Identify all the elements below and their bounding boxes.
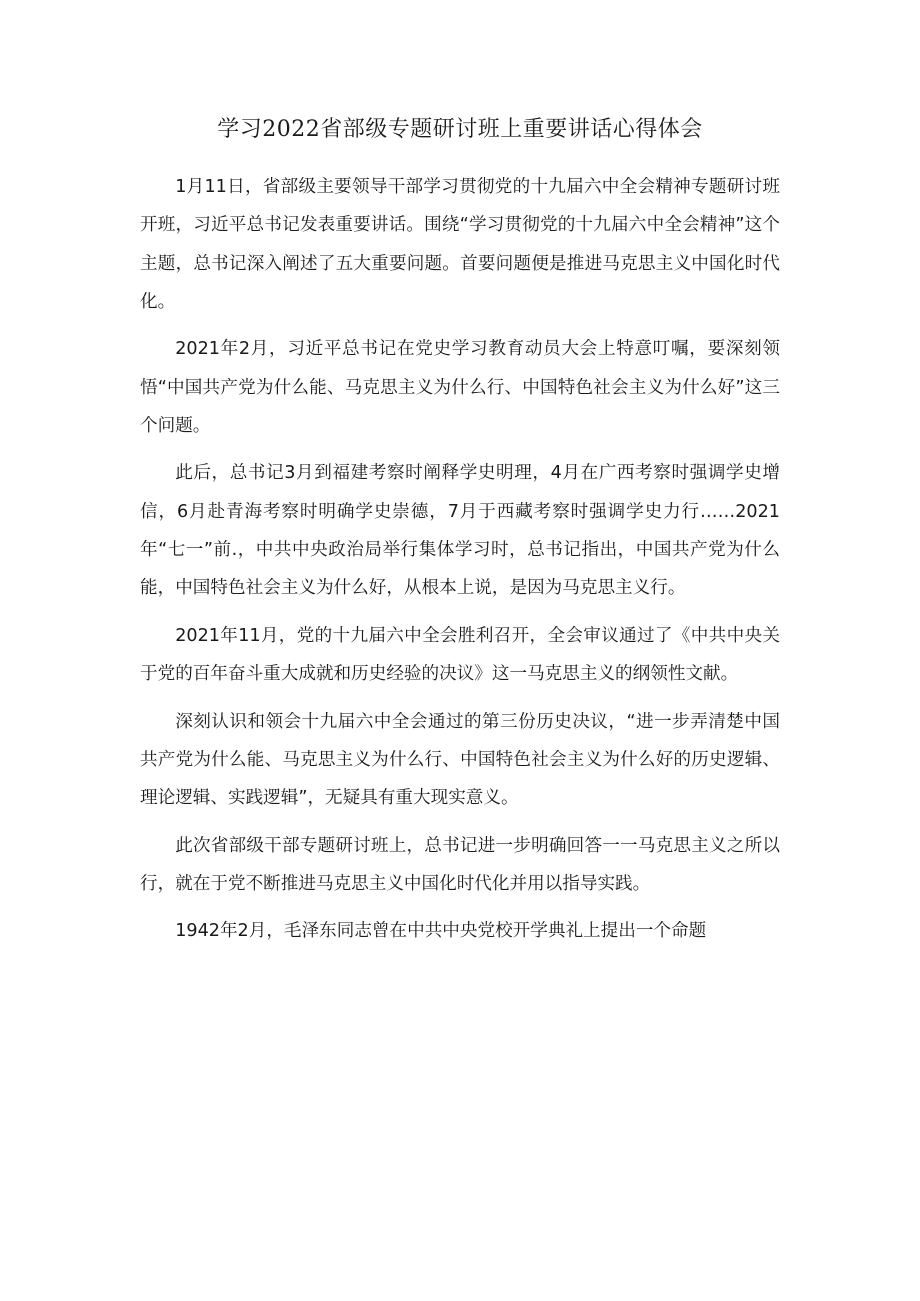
paragraph-1: 1月11日，省部级主要领导干部学习贯彻党的十九届六中全会精神专题研讨班开班，习近平总书记发表重要讲话。围绕“学习贯彻党的十九届六中全会精神”这个主题，总书记深入阐述了五大重要问题。首要问题便是推进马克思主义中国化时代化。 xyxy=(140,177,780,312)
paragraph-4: 2021年11月，党的十九届六中全会胜利召开，全会审议通过了《中共中央关于党的百年奋斗重大成就和历史经验的决议》这一马克思主义的纲领性文献。 xyxy=(140,625,780,685)
paragraph-6: 此次省部级干部专题研讨班上，总书记进一步明确回答一一马克思主义之所以行，就在于党不断推进马克思主义中国化时代化并用以指导实践。 xyxy=(140,835,780,894)
paragraph-7: 1942年2月，毛泽东同志曾在中共中央党校开学典礼上提出一个命题 xyxy=(175,921,707,942)
document-title: 学习2022省部级专题研讨班上重要讲话心得体会 xyxy=(217,117,703,142)
paragraph-5: 深刻认识和领会十九届六中全会通过的第三份历史决议，“进一步弄清楚中国共产党为什么能、马克思主义为什么行、中国特色社会主义为什么好的历史逻辑、理论逻辑、实践逻辑”，无疑具有重大现实意义。 xyxy=(140,711,780,809)
document-body xyxy=(140,168,780,951)
paragraph-3: 此后，总书记3月到福建考察时阐释学史明理，4月在广西考察时强调学史增信，6月赴青海考察时明确学史崇德，7月于西藏考察时强调学史力行……2021年“七一”前.，中共中央政治局举行集体学习时，总书记指出，中国共产党为什么能，中国特色社会主义为什么好，从根本上说，是因为马克思主义行。 xyxy=(140,463,780,599)
paragraph-2: 2021年2月，习近平总书记在党史学习教育动员大会上特意叮嘱，要深刻领悟“中国共产党为什么能、马克思主义为什么行、中国特色社会主义为什么好”这三个问题。 xyxy=(140,339,780,436)
